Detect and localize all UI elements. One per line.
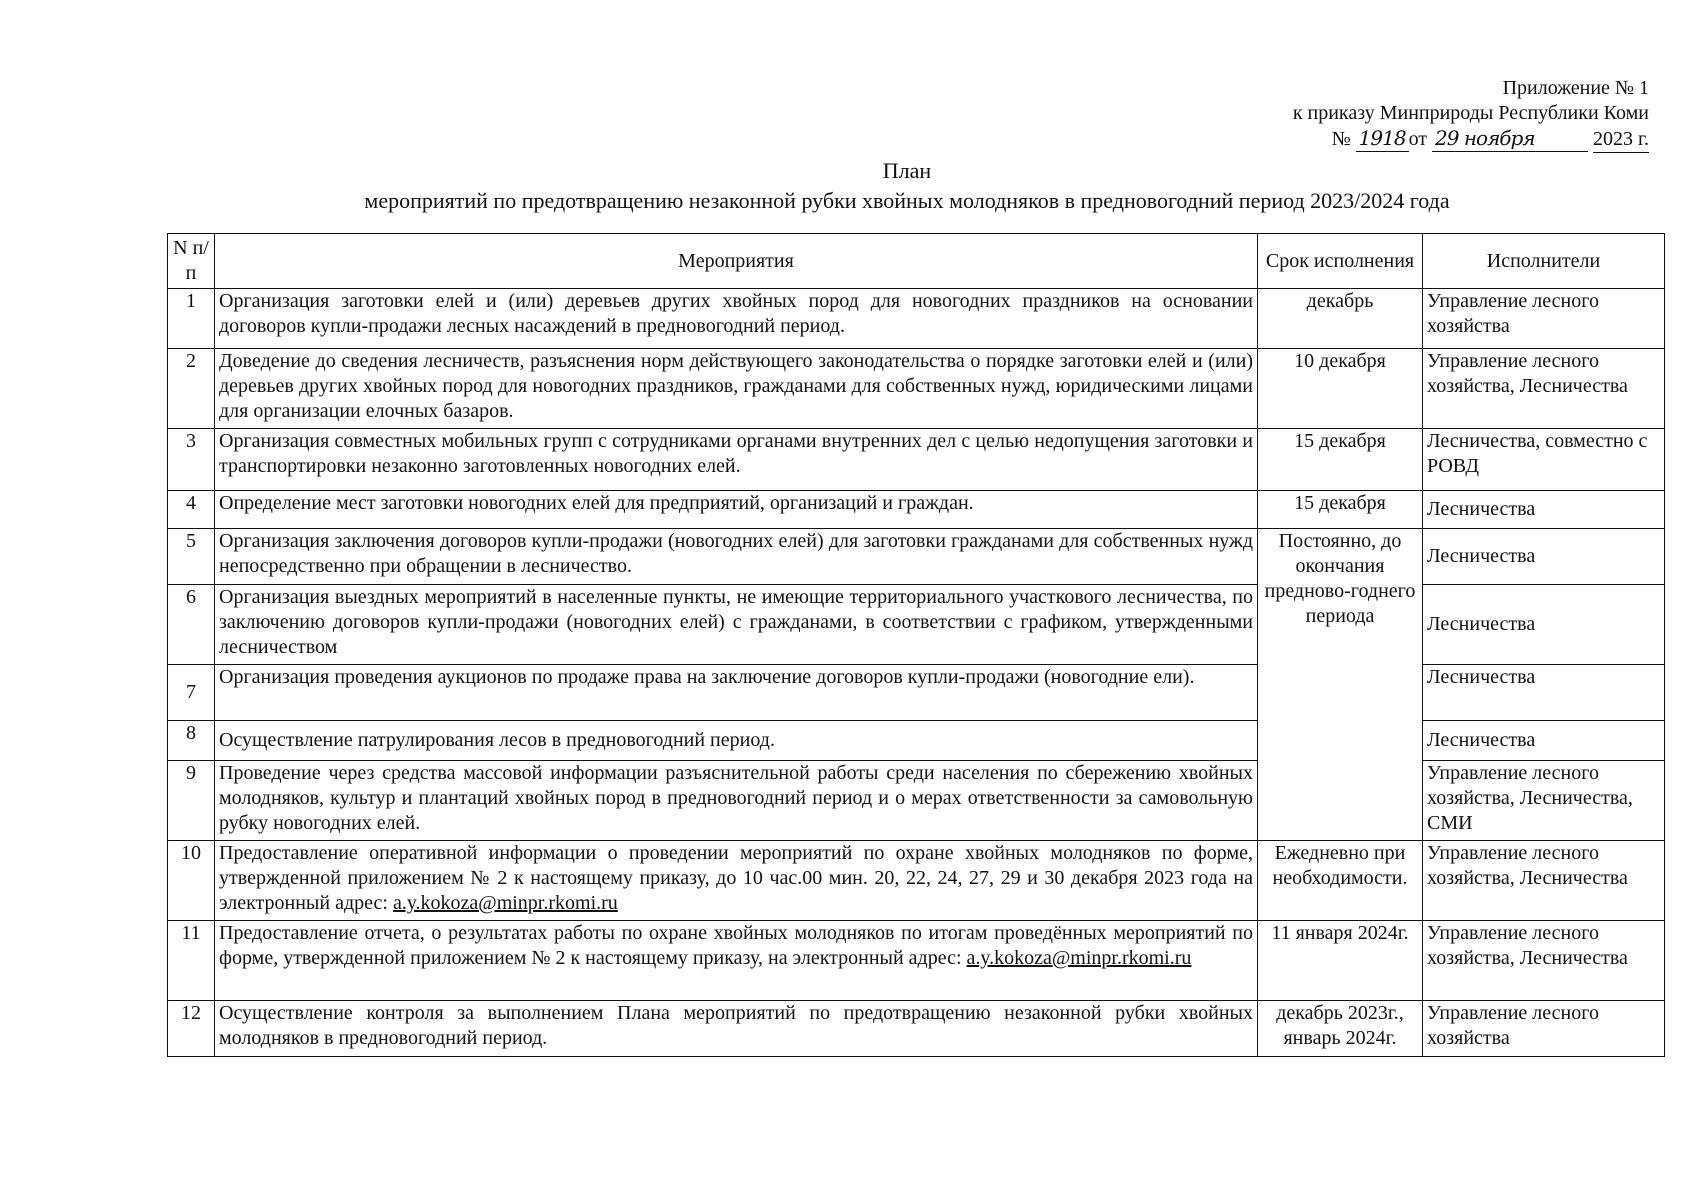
row-executors: Лесничества (1423, 665, 1665, 721)
table-row (168, 665, 1665, 721)
title-heading: План (882, 158, 932, 183)
row-activity: Организация заготовки елей и (или) деревьев других хвойных пород для новогодних праздников на основании договоров купли-продажи лесных насаждений в предновогодний период. (215, 289, 1258, 349)
table-row (168, 1001, 1665, 1057)
table-row (168, 529, 1665, 585)
row-term: 11 января 2024г. (1258, 921, 1423, 1001)
row-activity: Организация заключения договоров купли-продажи (новогодних елей) для заготовки гражданами для собственных нужд непосредственно при обращении в лесничество. (215, 529, 1258, 585)
row-executors: Лесничества (1423, 529, 1665, 585)
row-term: 15 декабря (1258, 491, 1423, 529)
row-activity: Проведение через средства массовой информации разъяснительной работы среди населения по сбережению хвойных молодняков, культур и плантаций хвойных пород в предновогодний период и о мерах ответственности за самовольную рубку новогодних елей. (215, 761, 1258, 841)
header-num: N п/п (168, 234, 215, 289)
document-title (0, 156, 1694, 216)
row-activity-text: Предоставление оперативной информации о проведении мероприятий по охране хвойных молодняков по форме, утвержденной приложением № 2 к настоящему приказу, до 10 час.00 мин. 20, 22, 24, 27, 29 и 30 декабря 2023 года на электронный адрес: (219, 842, 1253, 914)
table-row (168, 921, 1665, 1001)
table-row (168, 721, 1665, 761)
appendix-header (1293, 76, 1649, 153)
row-term: Ежедневно при необходимости. (1258, 841, 1423, 921)
header-activity: Мероприятия (215, 234, 1258, 289)
row-activity: Организация проведения аукционов по продаже права на заключение договоров купли-продажи (новогодние ели). (215, 665, 1258, 721)
row-number: 12 (168, 1001, 215, 1057)
header-executors: Исполнители (1423, 234, 1665, 289)
row-number: 4 (168, 491, 215, 529)
table-row (168, 585, 1665, 665)
row-executors: Лесничества (1423, 491, 1665, 529)
table-row (168, 289, 1665, 349)
row-term: 10 декабря (1258, 349, 1423, 429)
table-row (168, 429, 1665, 491)
title-subtitle: мероприятий по предотвращению незаконной рубки хвойных молодняков в предновогодний период 2023/2024 года (364, 188, 1450, 213)
header-term: Срок исполнения (1258, 234, 1423, 289)
row-executors: Управление лесного хозяйства, Лесничества (1423, 841, 1665, 921)
row-number: 7 (168, 665, 215, 721)
row-activity: Осуществление патрулирования лесов в предновогодний период. (215, 721, 1258, 761)
row-executors: Управление лесного хозяйства, Лесничества, СМИ (1423, 761, 1665, 841)
row-executors: Управление лесного хозяйства (1423, 1001, 1665, 1057)
table-row (168, 349, 1665, 429)
row-executors: Управление лесного хозяйства (1423, 289, 1665, 349)
row-number: 11 (168, 921, 215, 1001)
handwritten-order-number: 1918 (1356, 126, 1409, 152)
row-number: 3 (168, 429, 215, 491)
row-executors: Лесничества, совместно с РОВД (1423, 429, 1665, 491)
email-link[interactable]: a.y.kokoza@minpr.rkomi.ru (966, 947, 1192, 969)
table-row (168, 761, 1665, 841)
table-header-row (168, 234, 1665, 289)
plan-table (167, 233, 1665, 1057)
row-number: 10 (168, 841, 215, 921)
row-number: 6 (168, 585, 215, 665)
row-number: 9 (168, 761, 215, 841)
row-executors: Лесничества (1423, 585, 1665, 665)
row-number: 5 (168, 529, 215, 585)
row-activity: Осуществление контроля за выполнением Плана мероприятий по предотвращению незаконной рубки хвойных молодняков в предновогодний период. (215, 1001, 1258, 1057)
row-number: 1 (168, 289, 215, 349)
order-year: 2023 г. (1593, 127, 1649, 153)
handwritten-order-date: 29 ноября (1432, 126, 1588, 152)
row-executors: Управление лесного хозяйства, Лесничества (1423, 921, 1665, 1001)
row-term: 15 декабря (1258, 429, 1423, 491)
row-activity (215, 841, 1258, 921)
row-term: декабрь 2023г., январь 2024г. (1258, 1001, 1423, 1057)
row-activity-text: Предоставление отчета, о результатах работы по охране хвойных молодняков по итогам проведённых мероприятий по форме, утвержденной приложением № 2 к настоящему приказу, на электронный адрес: (219, 922, 1253, 969)
row-number: 2 (168, 349, 215, 429)
email-link[interactable]: a.y.kokoza@minpr.rkomi.ru (392, 892, 618, 914)
row-activity: Определение мест заготовки новогодних елей для предприятий, организаций и граждан. (215, 491, 1258, 529)
row-executors: Управление лесного хозяйства, Лесничества (1423, 349, 1665, 429)
table-row (168, 491, 1665, 529)
row-activity: Организация выездных мероприятий в населенные пункты, не имеющие территориального участкового лесничества, по заключению договоров купли-продажи (новогодних елей) с гражданами, в соответствии с графиком, утвержденными лесничеством (215, 585, 1258, 665)
merged-term-cell: Постоянно, до окончания предново-годнего периода (1258, 529, 1423, 841)
row-number: 8 (168, 721, 215, 761)
appendix-order-ref: к приказу Минприроды Республики Коми (1292, 102, 1649, 124)
row-activity: Организация совместных мобильных групп с сотрудниками органами внутренних дел с целью недопущения заготовки и транспортировки незаконно заготовленных новогодних елей. (215, 429, 1258, 491)
appendix-order-number: № 1918 от 29 ноября 2023 г. (1293, 126, 1649, 153)
row-term: декабрь (1258, 289, 1423, 349)
row-activity (215, 921, 1258, 1001)
appendix-title: Приложение № 1 (1502, 77, 1649, 99)
table-row (168, 841, 1665, 921)
row-activity: Доведение до сведения лесничеств, разъяснения норм действующего законодательства о порядке заготовки елей и (или) деревьев других хвойных пород для новогодних праздников, гражданами для собственных нужд, юридическими лицами для организации елочных базаров. (215, 349, 1258, 429)
row-executors: Лесничества (1423, 721, 1665, 761)
